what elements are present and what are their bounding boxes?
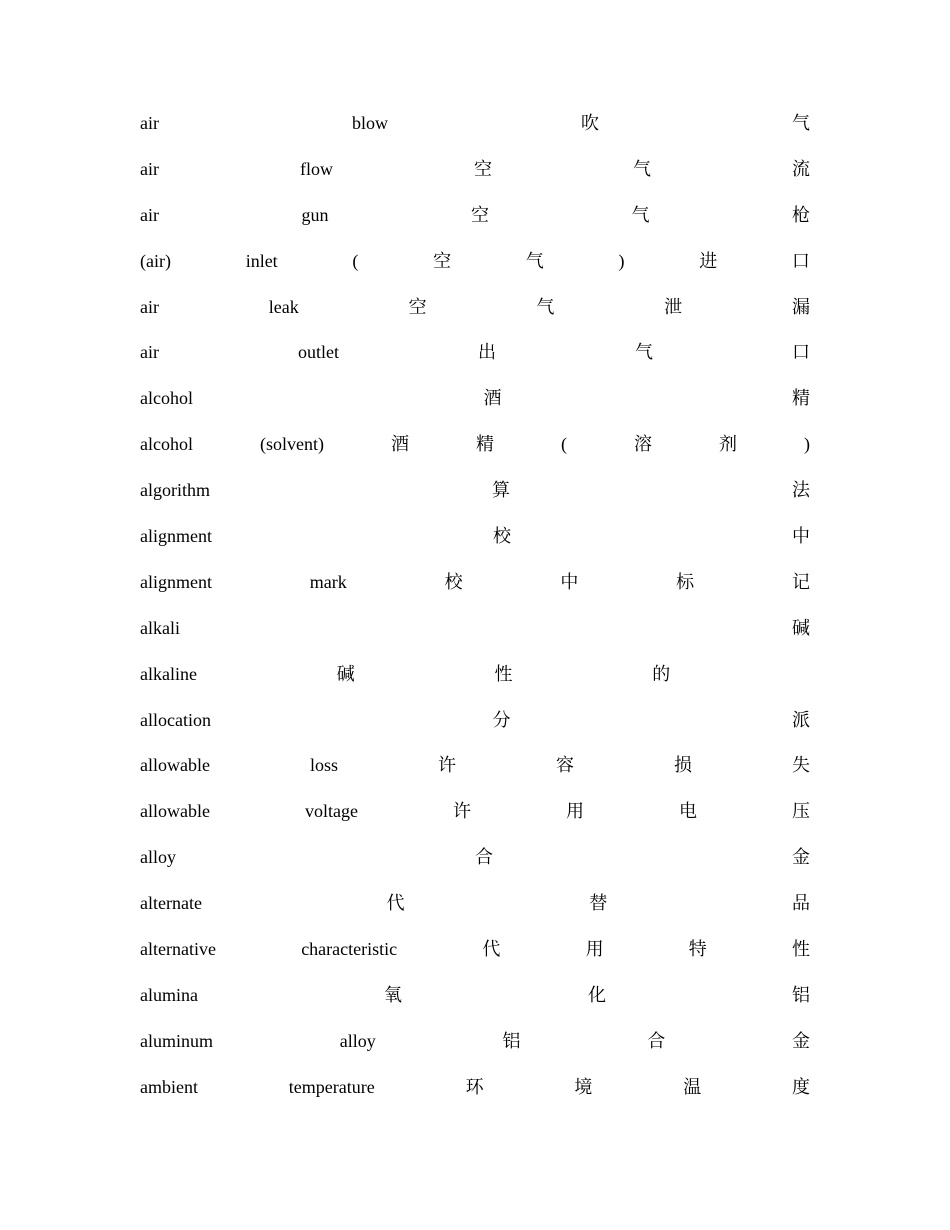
- entry-token: 法: [792, 480, 810, 501]
- entry-token: ambient: [140, 1076, 198, 1097]
- entry-token: 空: [473, 158, 492, 179]
- entry-token: 特: [688, 939, 707, 960]
- entry-token: 用: [585, 939, 604, 960]
- glossary-entry: [140, 147, 810, 193]
- entry-token: 温: [683, 1076, 702, 1097]
- glossary-entry: [140, 927, 810, 973]
- glossary-entry: [140, 881, 810, 927]
- entry-token: (air): [140, 250, 171, 271]
- entry-token: 性: [494, 663, 513, 684]
- entry-token: 代: [482, 939, 501, 960]
- entry-token: 算: [492, 480, 510, 501]
- entry-token: 派: [791, 709, 810, 730]
- entry-token: allowable: [140, 755, 210, 776]
- entry-token: 吹: [580, 113, 599, 133]
- entry-token: ): [618, 250, 625, 271]
- entry-token: air: [140, 158, 159, 179]
- entry-token: 碱: [336, 663, 355, 684]
- entry-token: 酒: [483, 388, 502, 409]
- entry-token: 漏: [791, 296, 810, 317]
- entry-token: 损: [674, 755, 692, 776]
- glossary-entry: [140, 468, 810, 514]
- entry-token: 气: [632, 158, 651, 179]
- entry-token: 标: [676, 571, 695, 592]
- entry-token: air: [140, 204, 159, 225]
- entry-token: air: [140, 342, 159, 363]
- entry-token: mark: [309, 571, 347, 592]
- glossary-entry: [140, 514, 810, 560]
- entry-token: loss: [309, 755, 338, 776]
- entry-token: 许: [438, 755, 456, 776]
- glossary-entry: [140, 789, 810, 835]
- entry-token: 的: [652, 663, 671, 684]
- entry-token: allowable: [140, 801, 210, 822]
- entry-token: outlet: [297, 342, 339, 363]
- entry-token: alkali: [140, 617, 180, 638]
- entry-token: alloy: [140, 847, 176, 868]
- entry-token: alternative: [140, 939, 216, 960]
- glossary-entry: [140, 330, 810, 376]
- entry-token: 化: [587, 984, 606, 1005]
- glossary-entry: [140, 1019, 810, 1065]
- entry-token: 中: [560, 571, 579, 592]
- entry-token: ): [803, 434, 810, 455]
- entry-token: 气: [791, 113, 810, 133]
- entry-token: 压: [791, 801, 810, 822]
- entry-token: 中: [791, 526, 810, 547]
- entry-token: leak: [268, 296, 299, 317]
- entry-token: 记: [791, 571, 810, 592]
- glossary-entry: [140, 1065, 810, 1111]
- entry-token: 替: [589, 893, 608, 914]
- glossary-entry: [140, 973, 810, 1019]
- entry-token: aluminum: [140, 1030, 213, 1051]
- entry-token: 境: [574, 1076, 593, 1097]
- entry-token: 口: [791, 342, 810, 363]
- entry-token: alignment: [140, 526, 212, 547]
- entry-token: 代: [386, 893, 405, 914]
- entry-token: (solvent): [259, 434, 324, 455]
- entry-token: gun: [301, 204, 329, 225]
- entry-token: 空: [408, 296, 427, 317]
- entry-token: (: [560, 434, 567, 455]
- entry-token: blow: [351, 113, 388, 133]
- entry-token: 精: [475, 434, 494, 455]
- glossary-entry: [140, 606, 810, 652]
- entry-token: 电: [678, 801, 697, 822]
- entry-token: alternate: [140, 893, 202, 914]
- entry-token: characteristic: [301, 939, 398, 960]
- entry-token: 许: [452, 801, 471, 822]
- entry-token: 用: [565, 801, 584, 822]
- glossary-entry: [140, 652, 810, 698]
- entry-token: 碱: [792, 617, 810, 638]
- entry-token: 度: [792, 1076, 810, 1097]
- entry-token: 空: [433, 250, 452, 271]
- glossary-entry: [140, 422, 810, 468]
- entry-token: allocation: [140, 709, 211, 730]
- entry-token: 金: [792, 1030, 810, 1051]
- entry-token: 铝: [791, 984, 810, 1005]
- entry-token: 分: [492, 709, 511, 730]
- entry-token: flow: [299, 158, 333, 179]
- entry-token: temperature: [288, 1076, 375, 1097]
- glossary-entry: [140, 560, 810, 606]
- entry-token: 空: [470, 204, 489, 225]
- entry-token: 性: [792, 939, 810, 960]
- entry-token: alcohol: [140, 434, 193, 455]
- entry-token: 枪: [791, 204, 810, 225]
- entry-token: 酒: [390, 434, 409, 455]
- entry-token: 环: [465, 1076, 484, 1097]
- entry-token: 合: [647, 1030, 666, 1051]
- entry-token: 口: [791, 250, 810, 271]
- entry-token: alloy: [339, 1030, 376, 1051]
- glossary-entry: [140, 376, 810, 422]
- glossary-entry: [140, 285, 810, 331]
- entry-token: alkaline: [140, 663, 197, 684]
- entry-token: 铝: [502, 1030, 521, 1051]
- entry-token: algorithm: [140, 480, 210, 501]
- entry-token: 流: [791, 158, 810, 179]
- entry-token: air: [140, 113, 159, 133]
- glossary-entry: [140, 743, 810, 789]
- entry-token: 合: [475, 847, 493, 868]
- entry-token: air: [140, 296, 159, 317]
- entry-token: alcohol: [140, 388, 193, 409]
- entry-token: alignment: [140, 571, 212, 592]
- entry-token: 金: [792, 847, 810, 868]
- entry-token: 气: [631, 204, 650, 225]
- entry-token: 氧: [383, 984, 402, 1005]
- entry-token: voltage: [304, 801, 358, 822]
- glossary-entry: [140, 239, 810, 285]
- glossary-entry: [140, 698, 810, 744]
- entry-token: 泄: [664, 296, 683, 317]
- entry-token: 溶: [633, 434, 652, 455]
- entry-token: 容: [556, 755, 574, 776]
- entry-token: (: [352, 250, 359, 271]
- glossary-entry: [140, 835, 810, 881]
- entry-token: 校: [492, 526, 511, 547]
- glossary-entry: [140, 101, 810, 147]
- entry-token: inlet: [245, 250, 278, 271]
- entry-token: 气: [634, 342, 653, 363]
- entry-token: 精: [791, 388, 810, 409]
- glossary-page: [140, 101, 810, 1111]
- entry-token: 气: [525, 250, 544, 271]
- entry-token: 出: [477, 342, 496, 363]
- glossary-entry: [140, 193, 810, 239]
- entry-token: 品: [791, 893, 810, 914]
- entry-token: 校: [444, 571, 463, 592]
- entry-token: 气: [536, 296, 555, 317]
- entry-token: alumina: [140, 984, 198, 1005]
- entry-token: 进: [699, 250, 718, 271]
- entry-token: 剂: [718, 434, 737, 455]
- entry-token: 失: [792, 755, 810, 776]
